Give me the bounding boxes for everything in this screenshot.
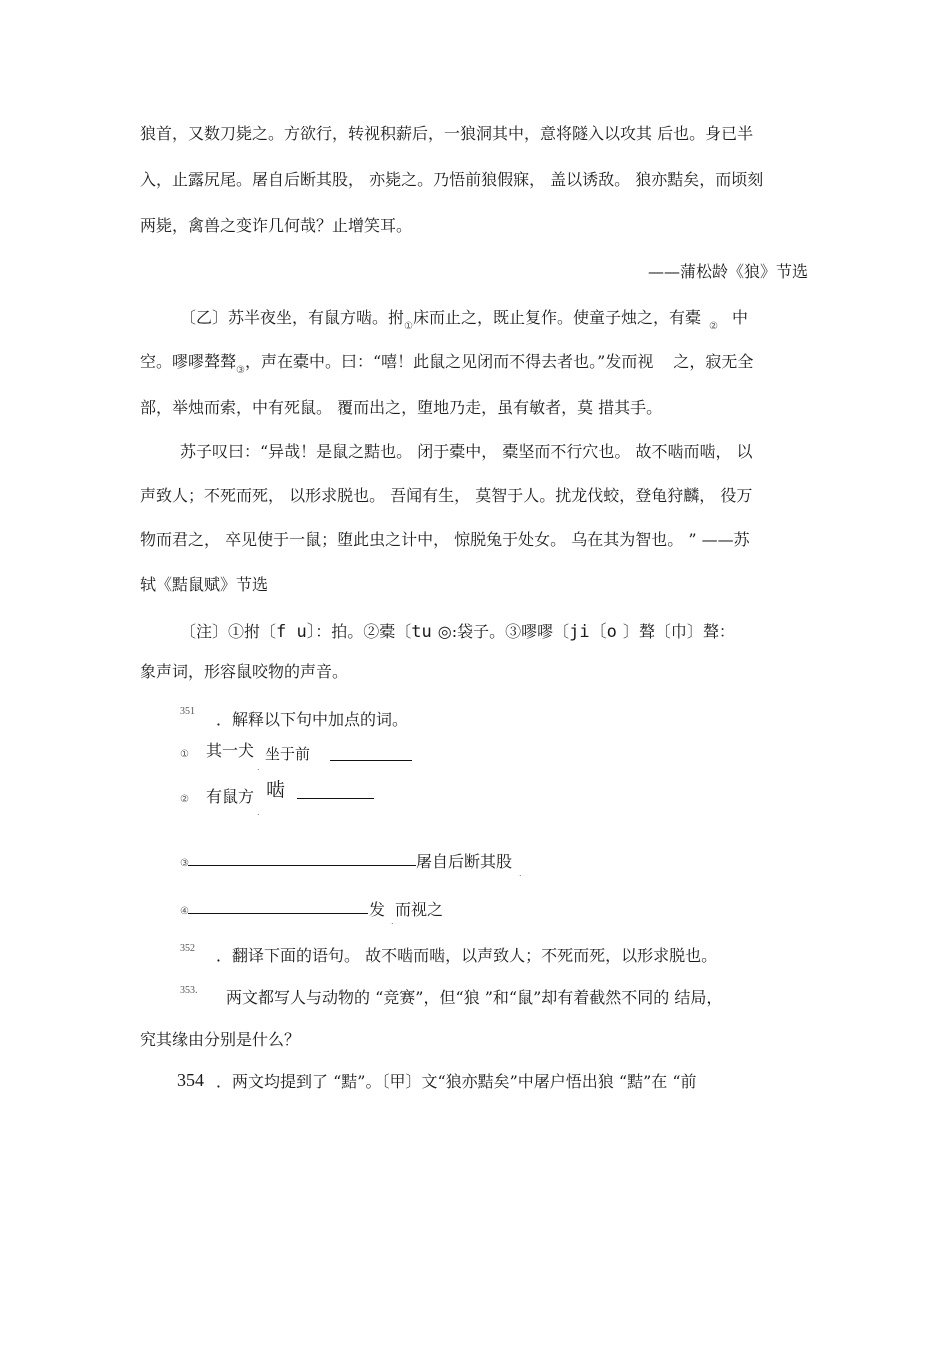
question-353-text: 两文都写人与动物的 “竞赛”，但“狼 ”和“鼠”却有着截然不同的 结局， xyxy=(226,988,723,1007)
yi-line-2 xyxy=(140,352,753,375)
note-text: ◎:袋子。③嘐嘐〔 xyxy=(437,622,570,641)
item-mark: ③ xyxy=(180,858,189,869)
item-mark: ② xyxy=(180,794,189,805)
yi-line-6: 物而君之， 卒见使于一鼠；堕此虫之计中， 惊脱兔于处女。 乌在其为智也。 ” ——苏 xyxy=(140,530,750,549)
jia-line-2: 入，止露尻尾。屠自后断其股， 亦毙之。乃悟前狼假寐， 盖以诱敌。 狼亦黠矣，而顷刻 xyxy=(140,170,764,189)
emphasis-dot: . xyxy=(519,869,522,878)
pinyin: f u〕 xyxy=(276,622,316,642)
yi-text: 之，寂无全 xyxy=(673,352,754,371)
pinyin: ji〔o xyxy=(569,622,617,642)
yi-text: 床而止之，既止复作。使童子烛之，有橐 xyxy=(412,308,701,327)
item-mark: ④ xyxy=(180,906,189,917)
yi-line-1 xyxy=(180,308,748,331)
note-line-2: 象声词，形容鼠咬物的声音。 xyxy=(140,662,349,681)
note-line-1 xyxy=(180,622,735,642)
question-354-text: ．两文均提到了 “黠”。〔甲〕文“狼亦黠矣”中屠户悟出狼 “黠”在 “前 xyxy=(216,1072,697,1091)
item-1-word: 坐于前 xyxy=(265,745,311,763)
yi-text: ，声在橐中。曰：“嘻！此鼠之见闭而不得去者也。”发而视 xyxy=(244,352,654,371)
item-4-text: 而视之 xyxy=(395,900,444,919)
answer-blank-2[interactable] xyxy=(297,784,374,799)
note-text: 〕聱〔巾〕聱： xyxy=(622,622,735,641)
question-number-354: 354 xyxy=(177,1070,204,1090)
yi-text: 〔乙〕苏半夜坐，有鼠方啮。拊 xyxy=(180,308,405,327)
answer-blank-1[interactable] xyxy=(330,746,412,761)
question-number-352: 352 xyxy=(180,943,195,954)
item-2-word: 啮 xyxy=(266,779,286,801)
note-text: ：拍。②橐〔 xyxy=(315,622,412,641)
question-353-text-2: 究其缘由分别是什么？ xyxy=(140,1030,301,1049)
jia-line-3: 两毙，禽兽之变诈几何哉？止增笑耳。 xyxy=(140,216,413,235)
yi-line-5: 声致人；不死而死， 以形求脱也。 吾闻有生， 莫智于人。扰龙伐蛟，登龟狩麟， 役万 xyxy=(140,486,753,505)
answer-blank-3[interactable] xyxy=(188,851,416,866)
yi-text: 中 xyxy=(731,308,748,327)
emphasis-dot: . xyxy=(391,917,394,926)
yi-text: 空。嘐嘐聱聱 xyxy=(140,352,237,371)
emphasis-dot: . xyxy=(257,808,260,817)
footnote-mark: ② xyxy=(709,321,718,332)
item-3-text: 屠自后断其股 xyxy=(416,852,513,871)
item-2-text: 有鼠方 xyxy=(206,787,255,806)
pinyin: tu xyxy=(411,622,432,642)
footnote-mark: ① xyxy=(404,321,413,332)
note-text: 〔注〕①拊〔 xyxy=(180,622,277,641)
item-mark: ① xyxy=(180,749,189,760)
item-1-text: 其一犬 xyxy=(206,741,255,760)
question-352-text: ．翻译下面的语句。 故不啮而啮，以声致人；不死而死，以形求脱也。 xyxy=(216,946,718,965)
answer-blank-4[interactable] xyxy=(188,899,368,914)
yi-line-4: 苏子叹曰：“异哉！是鼠之黠也。 闭于橐中， 橐坚而不行穴也。 故不啮而啮， 以 xyxy=(180,442,753,461)
item-4-word: 发 xyxy=(369,900,386,919)
question-number-353: 353. xyxy=(180,985,198,996)
jia-line-1: 狼首，又数刀毙之。方欲行，转视积薪后，一狼洞其中，意将隧入以攻其 后也。身已半 xyxy=(140,124,754,143)
footnote-mark: ③ xyxy=(236,365,245,376)
question-number-351: 351 xyxy=(180,706,195,717)
question-351-text: ．解释以下句中加点的词。 xyxy=(216,710,409,729)
yi-line-7: 轼《黠鼠赋》节选 xyxy=(140,575,269,594)
yi-line-3: 部，举烛而索，中有死鼠。 覆而出之，堕地乃走，虽有敏者，莫 措其手。 xyxy=(140,398,663,417)
emphasis-dot: . xyxy=(257,763,260,772)
jia-source: ——蒲松龄《狼》节选 xyxy=(647,262,808,281)
